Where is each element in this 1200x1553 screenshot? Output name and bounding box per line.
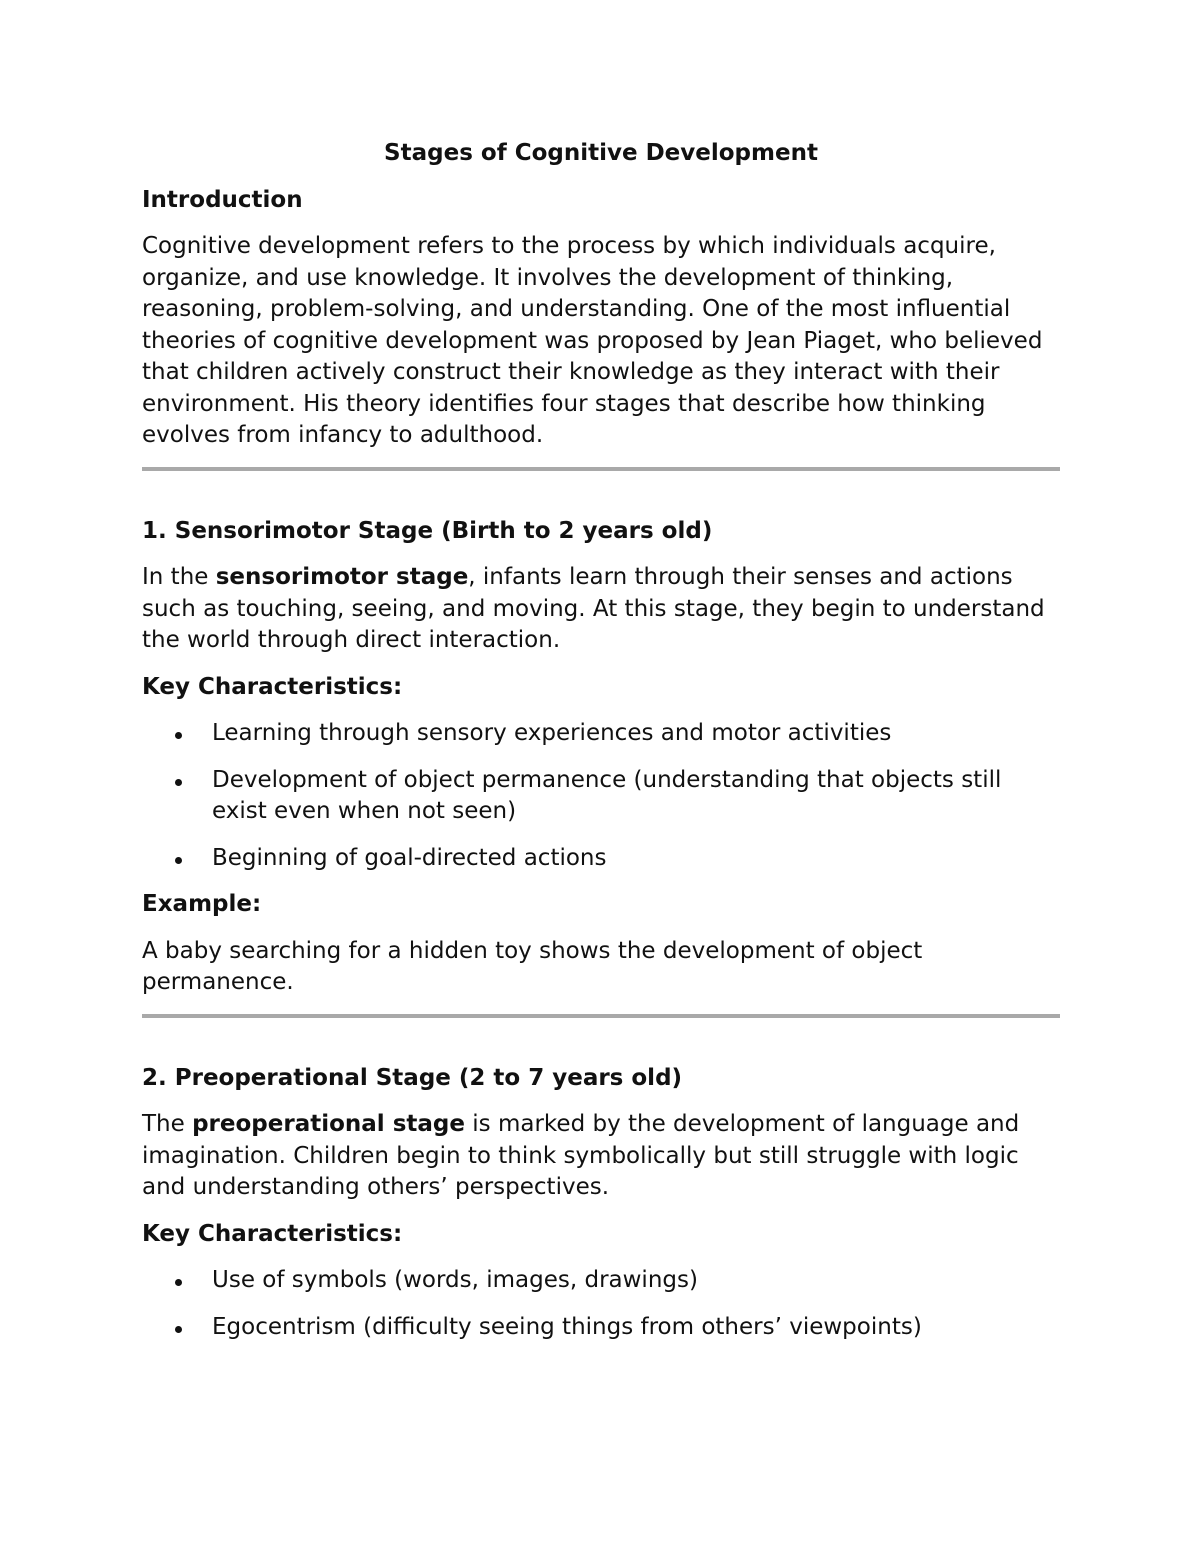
list-item-text: Development of object permanence (understanding that objects still exist even when not seen) — [212, 766, 1002, 824]
bullet-icon — [175, 857, 182, 864]
section-divider — [142, 467, 1060, 471]
list-item — [142, 718, 1060, 750]
stage1-para-prefix: In the — [142, 564, 216, 590]
document-page — [142, 138, 1060, 1358]
stage2-para-suffix: is marked by the development of language and imagination. Children begin to think symbolically but still struggle with logic and understanding others’ perspectives. — [142, 1111, 1020, 1200]
stage1-para-bold: sensorimotor stage — [215, 564, 469, 590]
stage2-bullet-list — [142, 1265, 1060, 1343]
stage2-key-heading: Key Characteristics: — [142, 1220, 403, 1247]
document-title: Stages of Cognitive Development — [384, 140, 818, 166]
list-item-text: Learning through sensory experiences and motor activities — [212, 720, 892, 746]
stage1-bullet-list — [142, 718, 1060, 874]
bullet-icon — [175, 1279, 182, 1286]
list-item-text: Beginning of goal-directed actions — [212, 844, 607, 871]
intro-paragraph: Cognitive development refers to the process by which individuals acquire, organize, and use knowledge. It involves the development of thinking, reasoning, problem-solving, and understanding. One of the most influential theories of cognitive development was proposed by Jean Piaget, who believed that children actively construct their knowledge as they interact with their environment. His theory identifies four stages that describe how thinking evolves from infancy to adulthood. — [142, 233, 1043, 448]
stage1-paragraph — [142, 562, 1060, 657]
list-item-text: Use of symbols (words, images, drawings) — [212, 1267, 698, 1293]
stage1-key-heading: Key Characteristics: — [142, 673, 403, 700]
bullet-icon — [175, 1326, 182, 1333]
bullet-icon — [175, 732, 182, 739]
stage1-heading: 1. Sensorimotor Stage (Birth to 2 years old) — [142, 517, 713, 544]
bullet-icon — [175, 779, 182, 786]
stage1-example-heading: Example: — [142, 891, 262, 917]
stage2-paragraph — [142, 1109, 1060, 1204]
list-item — [142, 843, 1060, 875]
section-divider — [142, 1014, 1060, 1018]
stage2-para-prefix: The — [142, 1111, 193, 1137]
intro-heading: Introduction — [142, 186, 303, 213]
stage2-para-bold: preoperational stage — [192, 1111, 465, 1137]
stage2-heading: 2. Preoperational Stage (2 to 7 years old) — [142, 1064, 683, 1091]
list-item — [142, 1265, 1060, 1297]
list-item-text: Egocentrism (difficulty seeing things from others’ viewpoints) — [212, 1313, 922, 1340]
list-item — [142, 765, 1060, 828]
stage1-example-text: A baby searching for a hidden toy shows the development of object permanence. — [142, 937, 923, 995]
stage1-para-suffix: , infants learn through their senses and actions such as touching, seeing, and moving. At this stage, they begin to understand the world through direct interaction. — [142, 564, 1045, 653]
list-item — [142, 1312, 1060, 1344]
